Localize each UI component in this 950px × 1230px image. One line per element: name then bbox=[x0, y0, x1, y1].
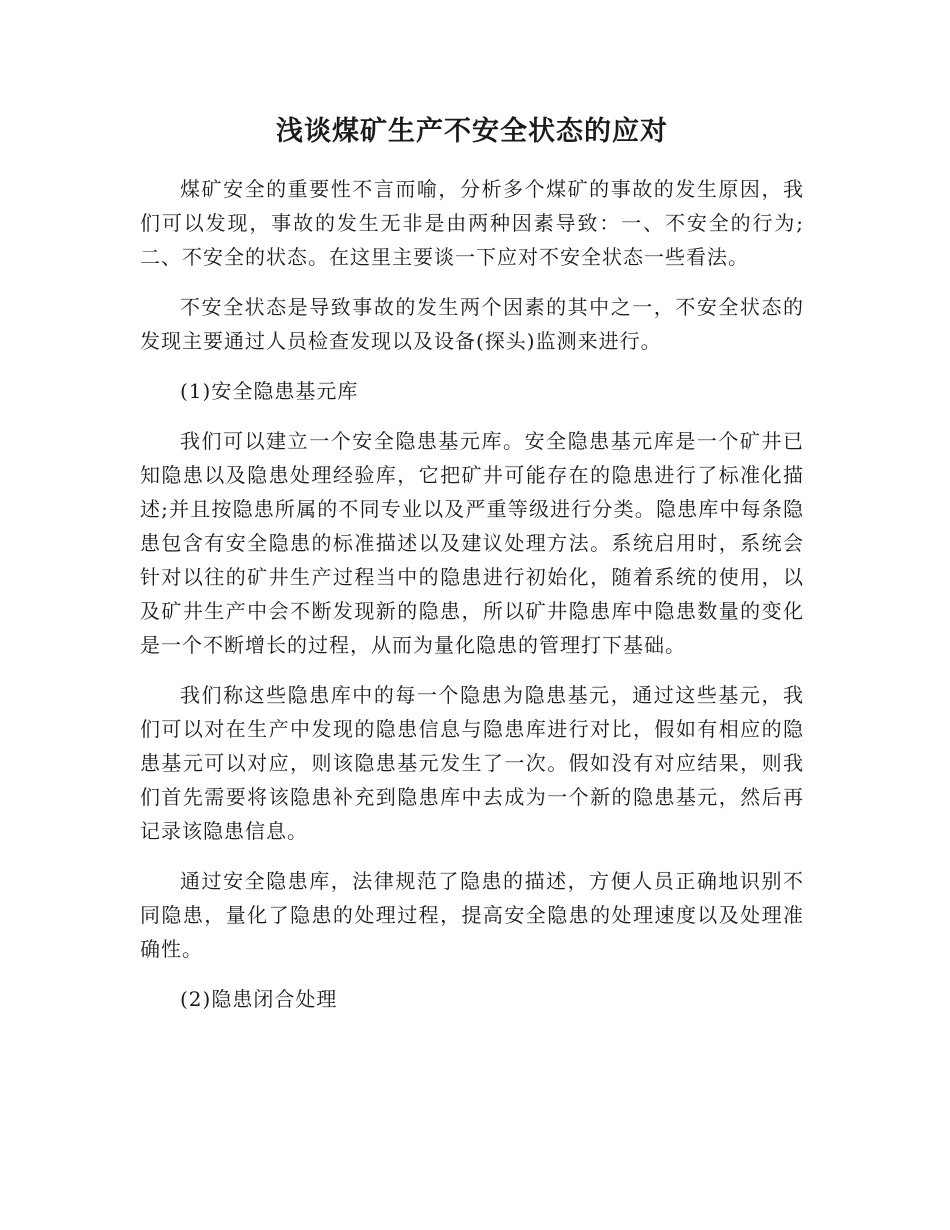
section-heading-hazard-closure: (2)隐患闭合处理 bbox=[180, 987, 338, 1011]
paragraph-intro: 煤矿安全的重要性不言而喻，分析多个煤矿的事故的发生原因，我们可以发现，事故的发生无非是由两种因素导致：一、不安全的行为;二、不安全的状态。在这里主要谈一下应对不安全状态一些看法。 bbox=[140, 177, 804, 269]
document-title: 浅谈煤矿生产不安全状态的应对 bbox=[276, 116, 668, 147]
paragraph-unsafe-state: 不安全状态是导致事故的发生两个因素的其中之一，不安全状态的发现主要通过人员检查发现以及设备(探头)监测来进行。 bbox=[140, 295, 804, 353]
paragraph-hazard-library: 我们可以建立一个安全隐患基元库。安全隐患基元库是一个矿井已知隐患以及隐患处理经验库，它把矿井可能存在的隐患进行了标准化描述;并且按隐患所属的不同专业以及严重等级进行分类。隐患库中每条隐患包含有安全隐患的标准描述以及建议处理方法。系统启用时，系统会针对以往的矿井生产过程当中的隐患进行初始化，随着系统的使用，以及矿井生产中会不断发现新的隐患，所以矿井隐患库中隐患数量的变化是一个不断增长的过程，从而为量化隐患的管理打下基础。 bbox=[140, 429, 804, 657]
document-page bbox=[140, 110, 804, 1032]
paragraph-library-benefits: 通过安全隐患库，法律规范了隐患的描述，方便人员正确地识别不同隐患，量化了隐患的处理过程，提高安全隐患的处理速度以及处理准确性。 bbox=[140, 869, 804, 961]
paragraph-hazard-elements: 我们称这些隐患库中的每一个隐患为隐患基元，通过这些基元，我们可以对在生产中发现的隐患信息与隐患库进行对比，假如有相应的隐患基元可以对应，则该隐患基元发生了一次。假如没有对应结果，则我们首先需要将该隐患补充到隐患库中去成为一个新的隐患基元，然后再记录该隐患信息。 bbox=[140, 683, 804, 843]
section-heading-hazard-library: (1)安全隐患基元库 bbox=[180, 379, 359, 403]
